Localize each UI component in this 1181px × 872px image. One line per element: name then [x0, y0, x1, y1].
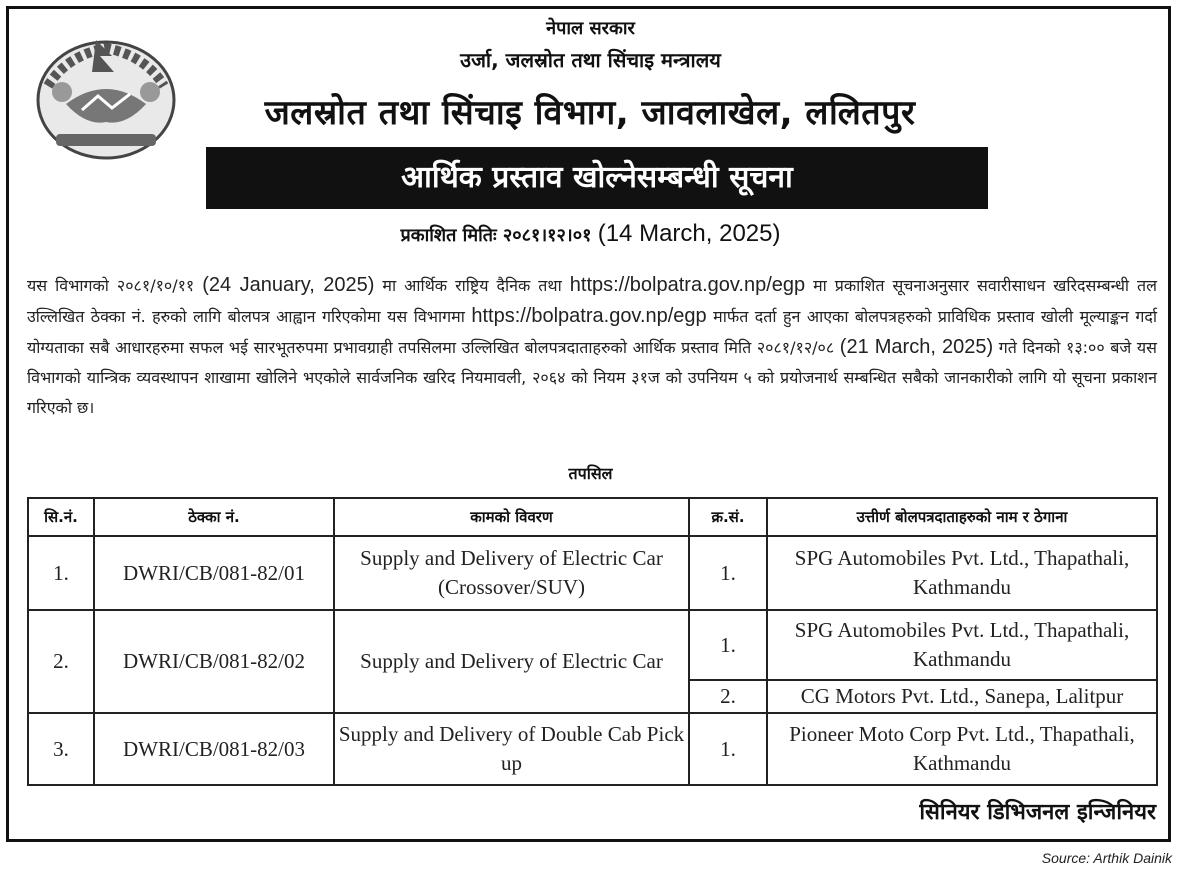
row-bidder-name: SPG Automobiles Pvt. Ltd., Thapathali, Kathmandu [767, 536, 1157, 610]
body-text-2: मा आर्थिक राष्ट्रिय दैनिक तथा [382, 276, 562, 295]
ministry-heading: उर्जा, जलस्रोत तथा सिंचाइ मन्त्रालय [460, 48, 721, 72]
col-header-contract: ठेक्का नं. [94, 498, 334, 536]
body-date-2: (21 March, 2025) [839, 336, 994, 358]
table-row [28, 713, 1157, 785]
col-header-bidder-no: क्र.सं. [689, 498, 767, 536]
notice-body [27, 270, 1157, 423]
body-text-4: मार्फत दर्ता हुन आएका बोलपत्रहरुको प्राविधिक प्रस्ताव खोली मूल्याङ्कन गर्दा योग्यताका सबै आधारहरुमा सफल भई सारभूतरुपमा प्रभावग्राही तपसिलमा उल्लिखित बोलपत्रदाताहरुको आर्थिक प्रस्ताव मिति २०८१/१२/०८ [27, 307, 1158, 357]
row-bidder-no: 1. [689, 610, 767, 680]
table-header-row [28, 498, 1157, 536]
row-sn: 1. [28, 536, 94, 610]
department-heading: जलस्रोत तथा सिंचाइ विभाग, जावलाखेल, ललितपुर [264, 93, 916, 133]
bolpatra-link-1[interactable]: https://bolpatra.gov.np/egp [569, 274, 806, 296]
notice-title: आर्थिक प्रस्ताव खोल्नेसम्बन्धी सूचना [206, 147, 988, 209]
government-heading: नेपाल सरकार [546, 18, 635, 39]
row-bidder-name: SPG Automobiles Pvt. Ltd., Thapathali, Kathmandu [767, 610, 1157, 680]
published-date-english: (14 March, 2025) [597, 220, 781, 247]
row-description: Supply and Delivery of Electric Car (Crossover/SUV) [334, 536, 689, 610]
row-contract: DWRI/CB/081-82/01 [94, 536, 334, 610]
row-sn: 3. [28, 713, 94, 785]
bolpatra-link-2[interactable]: https://bolpatra.gov.np/egp [471, 305, 707, 327]
published-date-nepali: प्रकाशित मितिः २०८१।१२।०१ [400, 225, 592, 246]
body-text-5: गते दिनको १३:०० बजे यस विभागको यान्त्रिक व्यवस्थापन शाखामा खोलिने भएकोले सार्वजनिक खरिद नियमावली, २०६४ को नियम ३१ज को उपनियम ५ को प्रयोजनार्थ सम्बन्धित सबैको जानकारीको लागि यो सूचना प्रकाशन गरिएको छ। [27, 338, 1157, 417]
row-bidder-no: 1. [689, 536, 767, 610]
col-header-description: कामको विवरण [334, 498, 689, 536]
col-header-sn: सि.नं. [28, 498, 94, 536]
row-contract: DWRI/CB/081-82/02 [94, 610, 334, 713]
row-description: Supply and Delivery of Electric Car [334, 610, 689, 713]
col-header-bidder-name: उत्तीर्ण बोलपत्रदाताहरुको नाम र ठेगाना [767, 498, 1157, 536]
schedule-table [27, 497, 1158, 786]
published-date [0, 220, 1181, 248]
schedule-heading: तपसिल [568, 464, 613, 483]
source-credit: Source: Arthik Dainik [1041, 850, 1172, 866]
body-text-3: मा प्रकाशित सूचनाअनुसार सवारीसाधन खरिदसम्बन्धी तल उल्लिखित ठेक्का नं. हरुको लागि बोलपत्र आह्वान गरिएकोमा यस विभागमा [27, 276, 1158, 326]
row-bidder-no: 2. [689, 680, 767, 713]
body-text-1: यस विभागको २०८१/१०/११ [27, 276, 195, 295]
row-bidder-name: Pioneer Moto Corp Pvt. Ltd., Thapathali, Kathmandu [767, 713, 1157, 785]
table-row [28, 536, 1157, 610]
row-contract: DWRI/CB/081-82/03 [94, 713, 334, 785]
row-description: Supply and Delivery of Double Cab Pick up [334, 713, 689, 785]
row-sn: 2. [28, 610, 94, 713]
table-row [28, 610, 1157, 680]
row-bidder-name: CG Motors Pvt. Ltd., Sanepa, Lalitpur [767, 680, 1157, 713]
row-bidder-no: 1. [689, 713, 767, 785]
signature-title: सिनियर डिभिजनल इन्जिनियर [919, 800, 1156, 825]
body-date-1: (24 January, 2025) [202, 274, 375, 296]
